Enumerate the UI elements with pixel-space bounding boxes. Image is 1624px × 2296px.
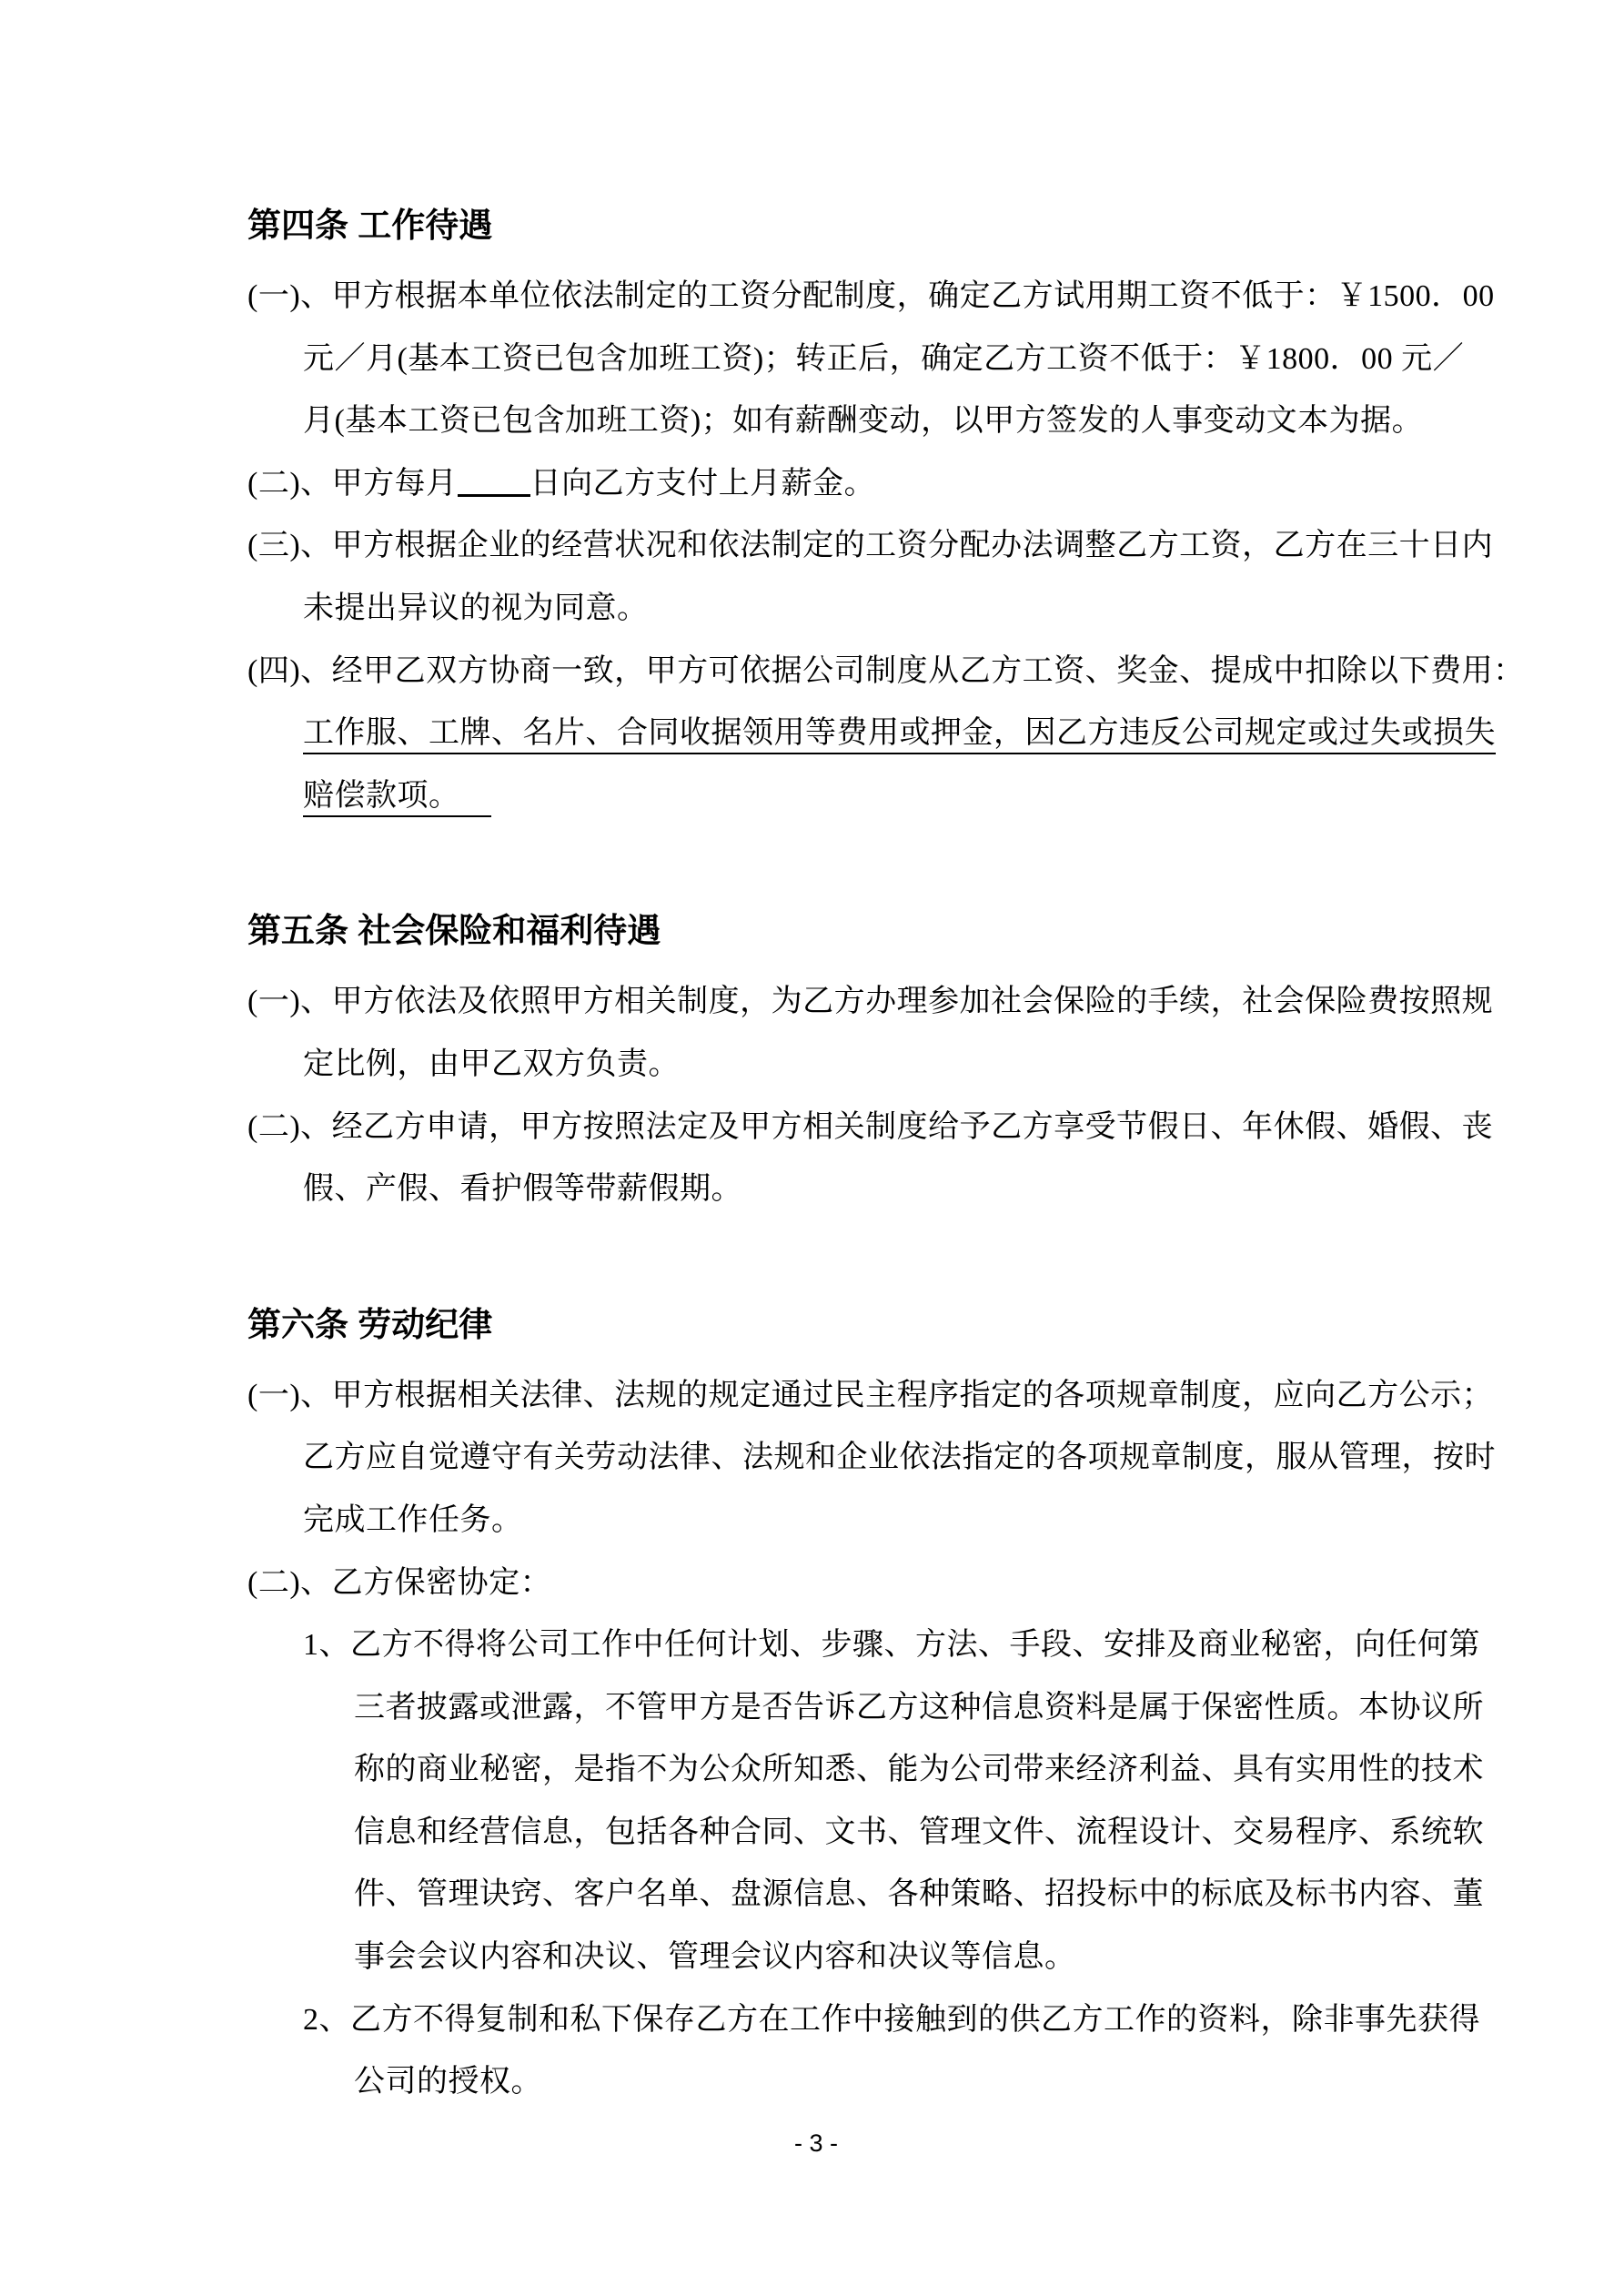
paragraph-line: (四)、经甲乙双方协商一致，甲方可依据公司制度从乙方工资、奖金、提成中扣除以下费用： bbox=[247, 653, 1525, 688]
section-heading: 第六条 劳动纪律 bbox=[247, 1305, 493, 1343]
numbered-item-line: 公司的授权。 bbox=[354, 2065, 542, 2099]
paragraph-line: 乙方应自觉遵守有关劳动法律、法规和企业依法指定的各项规章制度，服从管理，按时 bbox=[303, 1441, 1496, 1475]
article-section-5 bbox=[247, 898, 1494, 1220]
section-heading: 第四条 工作待遇 bbox=[247, 207, 493, 244]
paragraph-line: (二)、经乙方申请，甲方按照法定及甲方相关制度给予乙方享受节假日、年休假、婚假、丧 bbox=[247, 1109, 1494, 1144]
fill-in-blank bbox=[458, 467, 530, 497]
paragraph-line bbox=[303, 765, 1385, 828]
article-section-4 bbox=[247, 193, 1525, 827]
numbered-item-line: 事会会议内容和决议、管理会议内容和决议等信息。 bbox=[354, 1940, 1076, 1975]
paragraph-line: 未提出异议的视为同意。 bbox=[303, 591, 649, 625]
numbered-item-line: 三者披露或泄露，不管甲方是否告诉乙方这种信息资料是属于保密性质。本协议所 bbox=[354, 1690, 1484, 1725]
paragraph-line: (一)、甲方根据本单位依法制定的工资分配制度，确定乙方试用期工资不低于：￥1500．00 bbox=[247, 279, 1495, 313]
paragraph-line: 元／月(基本工资已包含加班工资)；转正后，确定乙方工资不低于：￥1800．00 元／ bbox=[303, 341, 1465, 376]
numbered-item-line: 称的商业秘密，是指不为公众所知悉、能为公司带来经济利益、具有实用性的技术 bbox=[354, 1753, 1484, 1787]
underlined-clause: 赔偿款项。 bbox=[303, 779, 491, 817]
paragraph-line: (三)、甲方根据企业的经营状况和依法制定的工资分配办法调整乙方工资，乙方在三十日内 bbox=[247, 529, 1494, 563]
numbered-item-line: 信息和经营信息，包括各种合同、文书、管理文件、流程设计、交易程序、系统软 bbox=[354, 1815, 1484, 1849]
paragraph-line bbox=[303, 703, 1496, 765]
underlined-clause: 工作服、工牌、名片、合同收据领用等费用或押金，因乙方违反公司规定或过失或损失 bbox=[303, 716, 1496, 754]
line-text: 日向乙方支付上月薪金。 bbox=[530, 466, 876, 501]
numbered-item-line: 2、乙方不得复制和私下保存乙方在工作中接触到的供乙方工作的资料，除非事先获得 bbox=[303, 2002, 1480, 2037]
paragraph-line: (二)、乙方保密协定： bbox=[247, 1565, 552, 1600]
paragraph-line: 月(基本工资已包含加班工资)；如有薪酬变动，以甲方签发的人事变动文本为据。 bbox=[303, 404, 1424, 439]
line-text: (二)、甲方每月 bbox=[247, 466, 458, 501]
paragraph-line bbox=[247, 453, 1385, 516]
paragraph-line: (一)、甲方根据相关法律、法规的规定通过民主程序指定的各项规章制度，应向乙方公示； bbox=[247, 1378, 1494, 1412]
page-number-footer: - 3 - bbox=[793, 2129, 838, 2157]
paragraph-line: 定比例，由甲乙双方负责。 bbox=[303, 1047, 680, 1081]
paragraph-line: (一)、甲方依法及依照甲方相关制度，为乙方办理参加社会保险的手续，社会保险费按照规 bbox=[247, 985, 1494, 1019]
paragraph-line: 假、产假、看护假等带薪假期。 bbox=[303, 1172, 742, 1207]
section-heading: 第五条 社会保险和福利待遇 bbox=[247, 912, 661, 950]
article-section-6 bbox=[247, 1292, 1496, 2114]
numbered-item-line: 件、管理诀窍、客户名单、盘源信息、各种策略、招投标中的标底及标书内容、董 bbox=[354, 1877, 1484, 1912]
numbered-item-line: 1、乙方不得将公司工作中任何计划、步骤、方法、手段、安排及商业秘密，向任何第 bbox=[303, 1628, 1480, 1663]
paragraph-line: 完成工作任务。 bbox=[303, 1502, 523, 1537]
